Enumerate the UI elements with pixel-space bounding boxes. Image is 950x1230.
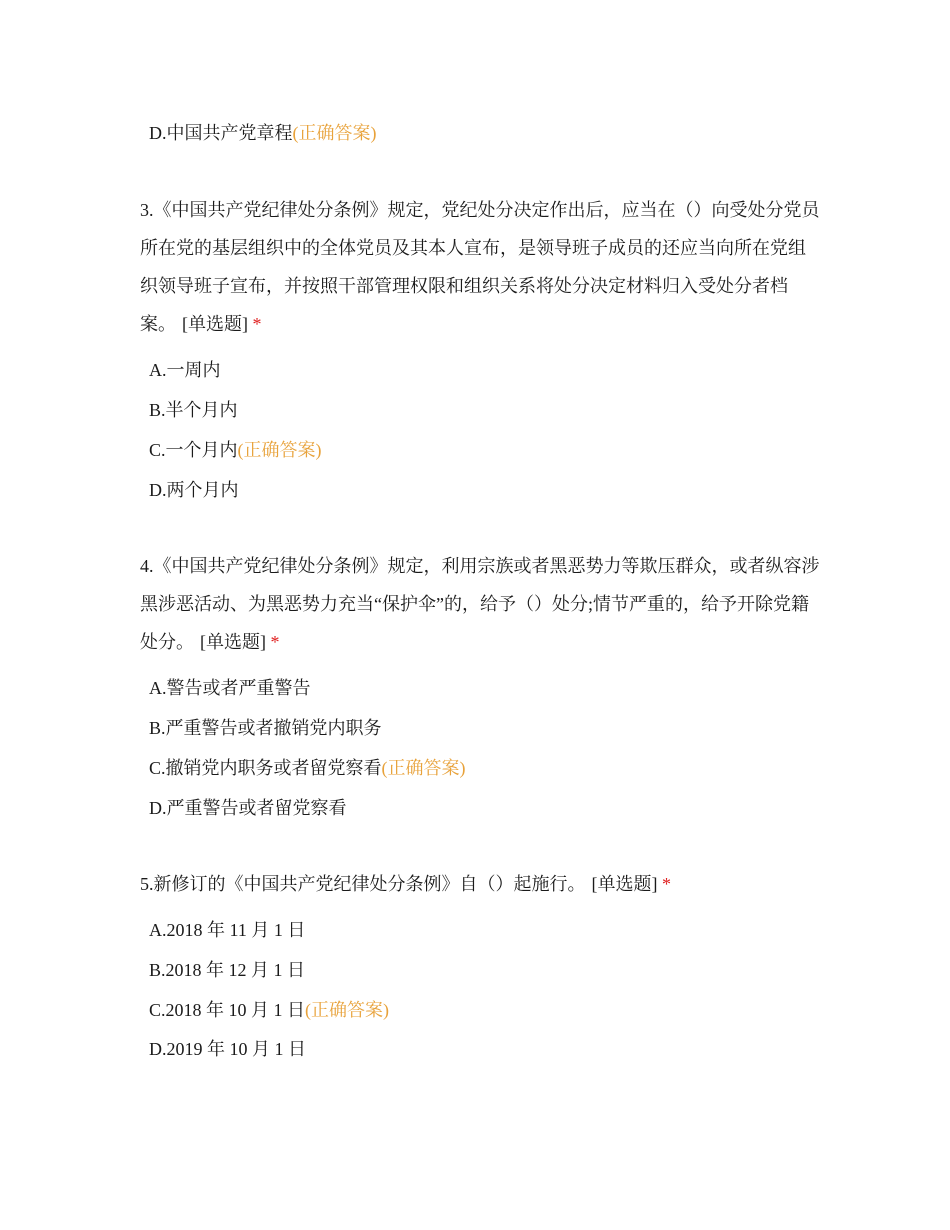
question-4 xyxy=(140,547,820,661)
option-label: D. xyxy=(149,1039,167,1059)
option-text: 撤销党内职务或者留党察看 xyxy=(165,758,382,778)
correct-answer-tag: (正确答案) xyxy=(381,758,466,778)
correct-answer-tag: (正确答案) xyxy=(292,123,377,143)
option-label: B. xyxy=(149,960,166,980)
option-label: D. xyxy=(149,798,167,818)
q5-option-a xyxy=(149,918,305,942)
option-text: 两个月内 xyxy=(166,480,239,500)
q3-option-c xyxy=(149,438,322,462)
option-text: 2018 年 10 月 1 日 xyxy=(165,1000,306,1020)
required-asterisk: * xyxy=(270,632,280,652)
q5-option-d xyxy=(149,1037,306,1061)
question-type: [单选题] xyxy=(200,632,266,652)
option-text: 严重警告或者撤销党内职务 xyxy=(165,718,382,738)
question-number: 4. xyxy=(140,556,154,576)
option-label: D. xyxy=(149,123,167,143)
correct-answer-tag: (正确答案) xyxy=(305,1000,390,1020)
q5-option-c xyxy=(149,998,389,1022)
q4-option-c xyxy=(149,756,466,780)
q5-option-b xyxy=(149,958,305,982)
question-type: [单选题] xyxy=(182,314,248,334)
option-text: 一周内 xyxy=(166,360,221,380)
option-label: A. xyxy=(149,678,167,698)
correct-answer-tag: (正确答案) xyxy=(237,440,322,460)
option-label: B. xyxy=(149,400,166,420)
question-text: 新修订的《中国共产党纪律处分条例》自（）起施行。 xyxy=(153,874,586,894)
q4-option-a xyxy=(149,676,311,700)
question-text: 《中国共产党纪律处分条例》规定，党纪处分决定作出后，应当在（）向受处分党员所在党的基层组织中的全体党员及其本人宣布，是领导班子成员的还应当向所在党组织领导班子宣布，并按照干部管理权限和组织关系将处分决定材料归入受处分者档案。 xyxy=(140,200,820,334)
option-label: A. xyxy=(149,920,167,940)
required-asterisk: * xyxy=(252,314,262,334)
option-label: D. xyxy=(149,480,167,500)
option-text: 半个月内 xyxy=(165,400,238,420)
q4-option-b xyxy=(149,716,382,740)
question-number: 3. xyxy=(140,200,154,220)
option-text: 2019 年 10 月 1 日 xyxy=(166,1039,306,1059)
q3-option-a xyxy=(149,358,221,382)
q4-option-d xyxy=(149,796,347,820)
option-label: C. xyxy=(149,758,166,778)
option-label: C. xyxy=(149,1000,166,1020)
option-text: 警告或者严重警告 xyxy=(166,678,311,698)
option-label: C. xyxy=(149,440,166,460)
option-text: 中国共产党章程 xyxy=(166,123,293,143)
question-number: 5. xyxy=(140,874,154,894)
option-d xyxy=(149,121,377,145)
q3-option-b xyxy=(149,398,238,422)
q3-option-d xyxy=(149,478,239,502)
option-text: 2018 年 12 月 1 日 xyxy=(165,960,306,980)
option-label: B. xyxy=(149,718,166,738)
question-text: 《中国共产党纪律处分条例》规定，利用宗族或者黑恶势力等欺压群众，或者纵容涉黑涉恶活动、为黑恶势力充当“保护伞”的，给予（）处分;情节严重的，给予开除党籍处分。 xyxy=(140,556,820,652)
option-label: A. xyxy=(149,360,167,380)
option-text: 严重警告或者留党察看 xyxy=(166,798,347,818)
option-text: 2018 年 11 月 1 日 xyxy=(166,920,306,940)
option-text: 一个月内 xyxy=(165,440,238,460)
question-type: [单选题] xyxy=(591,874,658,894)
required-asterisk: * xyxy=(662,874,671,894)
question-5 xyxy=(140,865,820,903)
question-3 xyxy=(140,191,820,343)
